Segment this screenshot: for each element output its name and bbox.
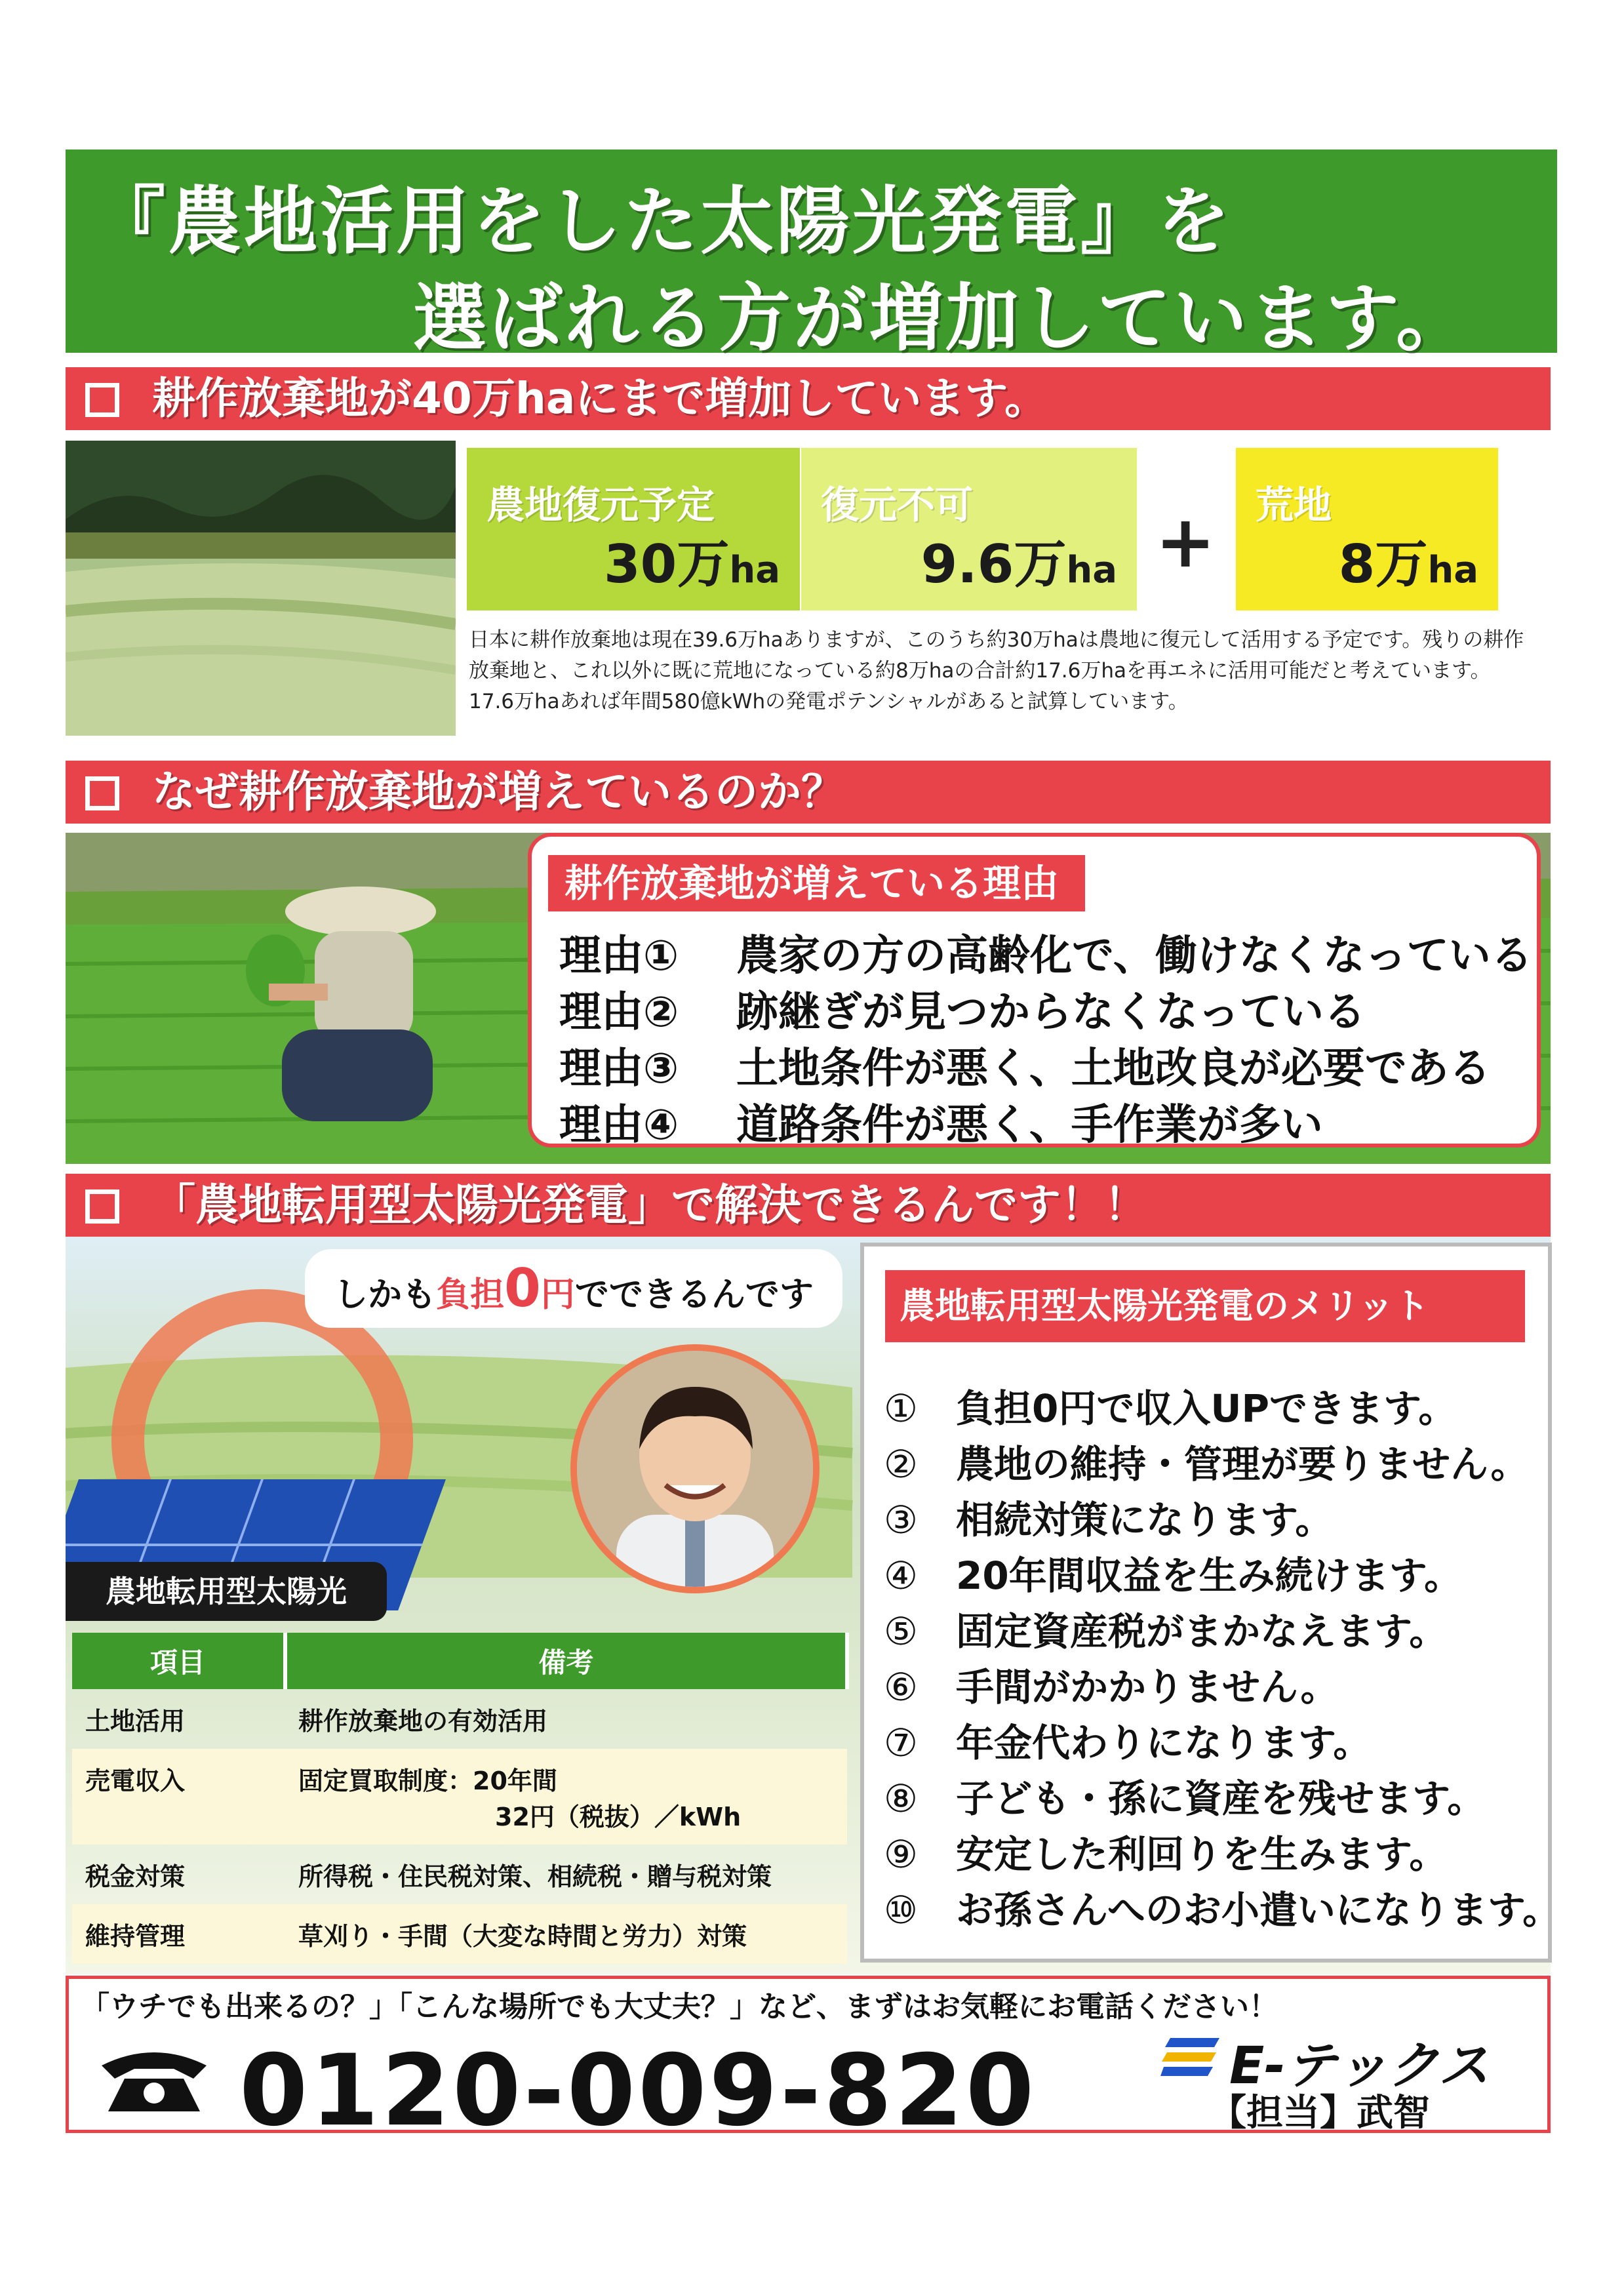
contact-box — [66, 1976, 1551, 2148]
merit-item: ① 負担0円で収入UPできます。 — [884, 1386, 1457, 1431]
table-row: 売電収入 固定買取制度：20年間 32円（税抜）／kWh — [72, 1749, 847, 1845]
stat-label: 農地復元予定 — [486, 483, 715, 527]
merit-item: ⑥ 手間がかかりません。 — [884, 1665, 1339, 1709]
stat-value: 9.6万ha — [921, 534, 1117, 595]
staff-name: 【担当】武智 — [1210, 2092, 1430, 2134]
reasons-title: 耕作放棄地が増えている理由 — [548, 855, 1085, 911]
table-row: 税金対策 所得税・住民税対策、相続税・贈与税対策 — [85, 1862, 772, 1891]
stat-wasteland — [1236, 448, 1498, 610]
stat-not-restorable — [801, 448, 1137, 610]
table-header-item: 項目 — [72, 1633, 285, 1689]
reason-item: 理由④ 道路条件が悪く、手作業が多い — [559, 1101, 1323, 1149]
merit-item: ⑨ 安定した利回りを生みます。 — [884, 1832, 1448, 1877]
section1-header — [66, 367, 1551, 430]
merits-title: 農地転用型太陽光発電のメリット — [885, 1270, 1525, 1342]
headline-line-1: 『農地活用をした太陽光発電』を — [92, 179, 1233, 264]
table-row: 維持管理 草刈り・手間（大変な時間と労力）対策 — [72, 1904, 847, 1964]
stat-value: 8万ha — [1338, 534, 1478, 595]
stat-label: 復元不可 — [821, 483, 974, 527]
phone-number[interactable]: 0120-009-820 — [239, 2034, 1037, 2148]
table-row: 土地活用 耕作放棄地の有効活用 — [85, 1707, 548, 1736]
speech-bubble: しかも負担0円でできるんです — [305, 1249, 842, 1328]
merit-item: ⑩ お孫さんへのお小遣いになります。 — [884, 1888, 1561, 1932]
reason-item: 理由② 跡継ぎが見つからなくなっている — [559, 988, 1366, 1037]
checkbox-icon — [85, 776, 119, 810]
solar-label: 農地転用型太陽光 — [66, 1562, 387, 1621]
checkbox-icon — [85, 383, 119, 417]
brand-name: E-テックス — [1229, 2037, 1490, 2096]
merits-panel — [860, 1243, 1561, 1963]
telephone-icon — [95, 2039, 213, 2118]
plus-sign: + — [1155, 500, 1216, 584]
stat-value: 30万ha — [604, 534, 780, 595]
merit-item: ② 農地の維持・管理が要りません。 — [884, 1442, 1529, 1487]
merit-item: ⑧ 子ども・孫に資産を残せます。 — [884, 1776, 1486, 1821]
section2-header — [66, 761, 1551, 824]
reason-item: 理由① 農家の方の高齢化で、働けなくなっている — [559, 932, 1533, 980]
merit-item: ③ 相続対策になります。 — [884, 1498, 1334, 1542]
table-header-note: 備考 — [285, 1633, 847, 1689]
section1-title: 耕作放棄地が40万haにまで増加しています。 — [152, 373, 1048, 424]
headline-banner — [66, 150, 1557, 361]
contact-message: 「ウチでも出来るの？」「こんな場所でも大丈夫？」など、まずはお気軽にお電話ください！ — [81, 1990, 1278, 2024]
headline-line-2: 選ばれる方が増加しています。 — [413, 276, 1473, 361]
section3-header — [66, 1174, 1551, 1237]
section3-title: 「農地転用型太陽光発電」で解決できるんです！！ — [152, 1180, 1147, 1230]
checkbox-icon — [85, 1189, 119, 1224]
merit-item: ⑦ 年金代わりになります。 — [884, 1721, 1372, 1765]
stat-restore-planned — [467, 448, 800, 610]
info-table — [72, 1633, 849, 1964]
brand-logo-icon — [1160, 2038, 1219, 2077]
reasons-panel — [528, 833, 1541, 1148]
merit-item: ④ 20年間収益を生み続けます。 — [884, 1553, 1463, 1598]
staff-portrait — [570, 1344, 820, 1593]
merit-item: ⑤ 固定資産税がまかなえます。 — [884, 1609, 1448, 1654]
section1-description: 日本に耕作放棄地は現在39.6万haありますが、このうち約30万haは農地に復元して活用する予定です。残りの耕作放棄地と、これ以外に既に荒地になっている約8万haの合計約17.6万haを再エネに活用可能だと考えています。17.6万haあれば年間580億kWhの発電ポテンシャルがあると試算しています。 — [469, 628, 1524, 713]
reason-item: 理由③ 土地条件が悪く、土地改良が必要である — [559, 1045, 1491, 1093]
stat-label: 荒地 — [1256, 483, 1332, 527]
section2-title: なぜ耕作放棄地が増えているのか？ — [152, 767, 844, 817]
farmland-photo — [66, 441, 456, 736]
